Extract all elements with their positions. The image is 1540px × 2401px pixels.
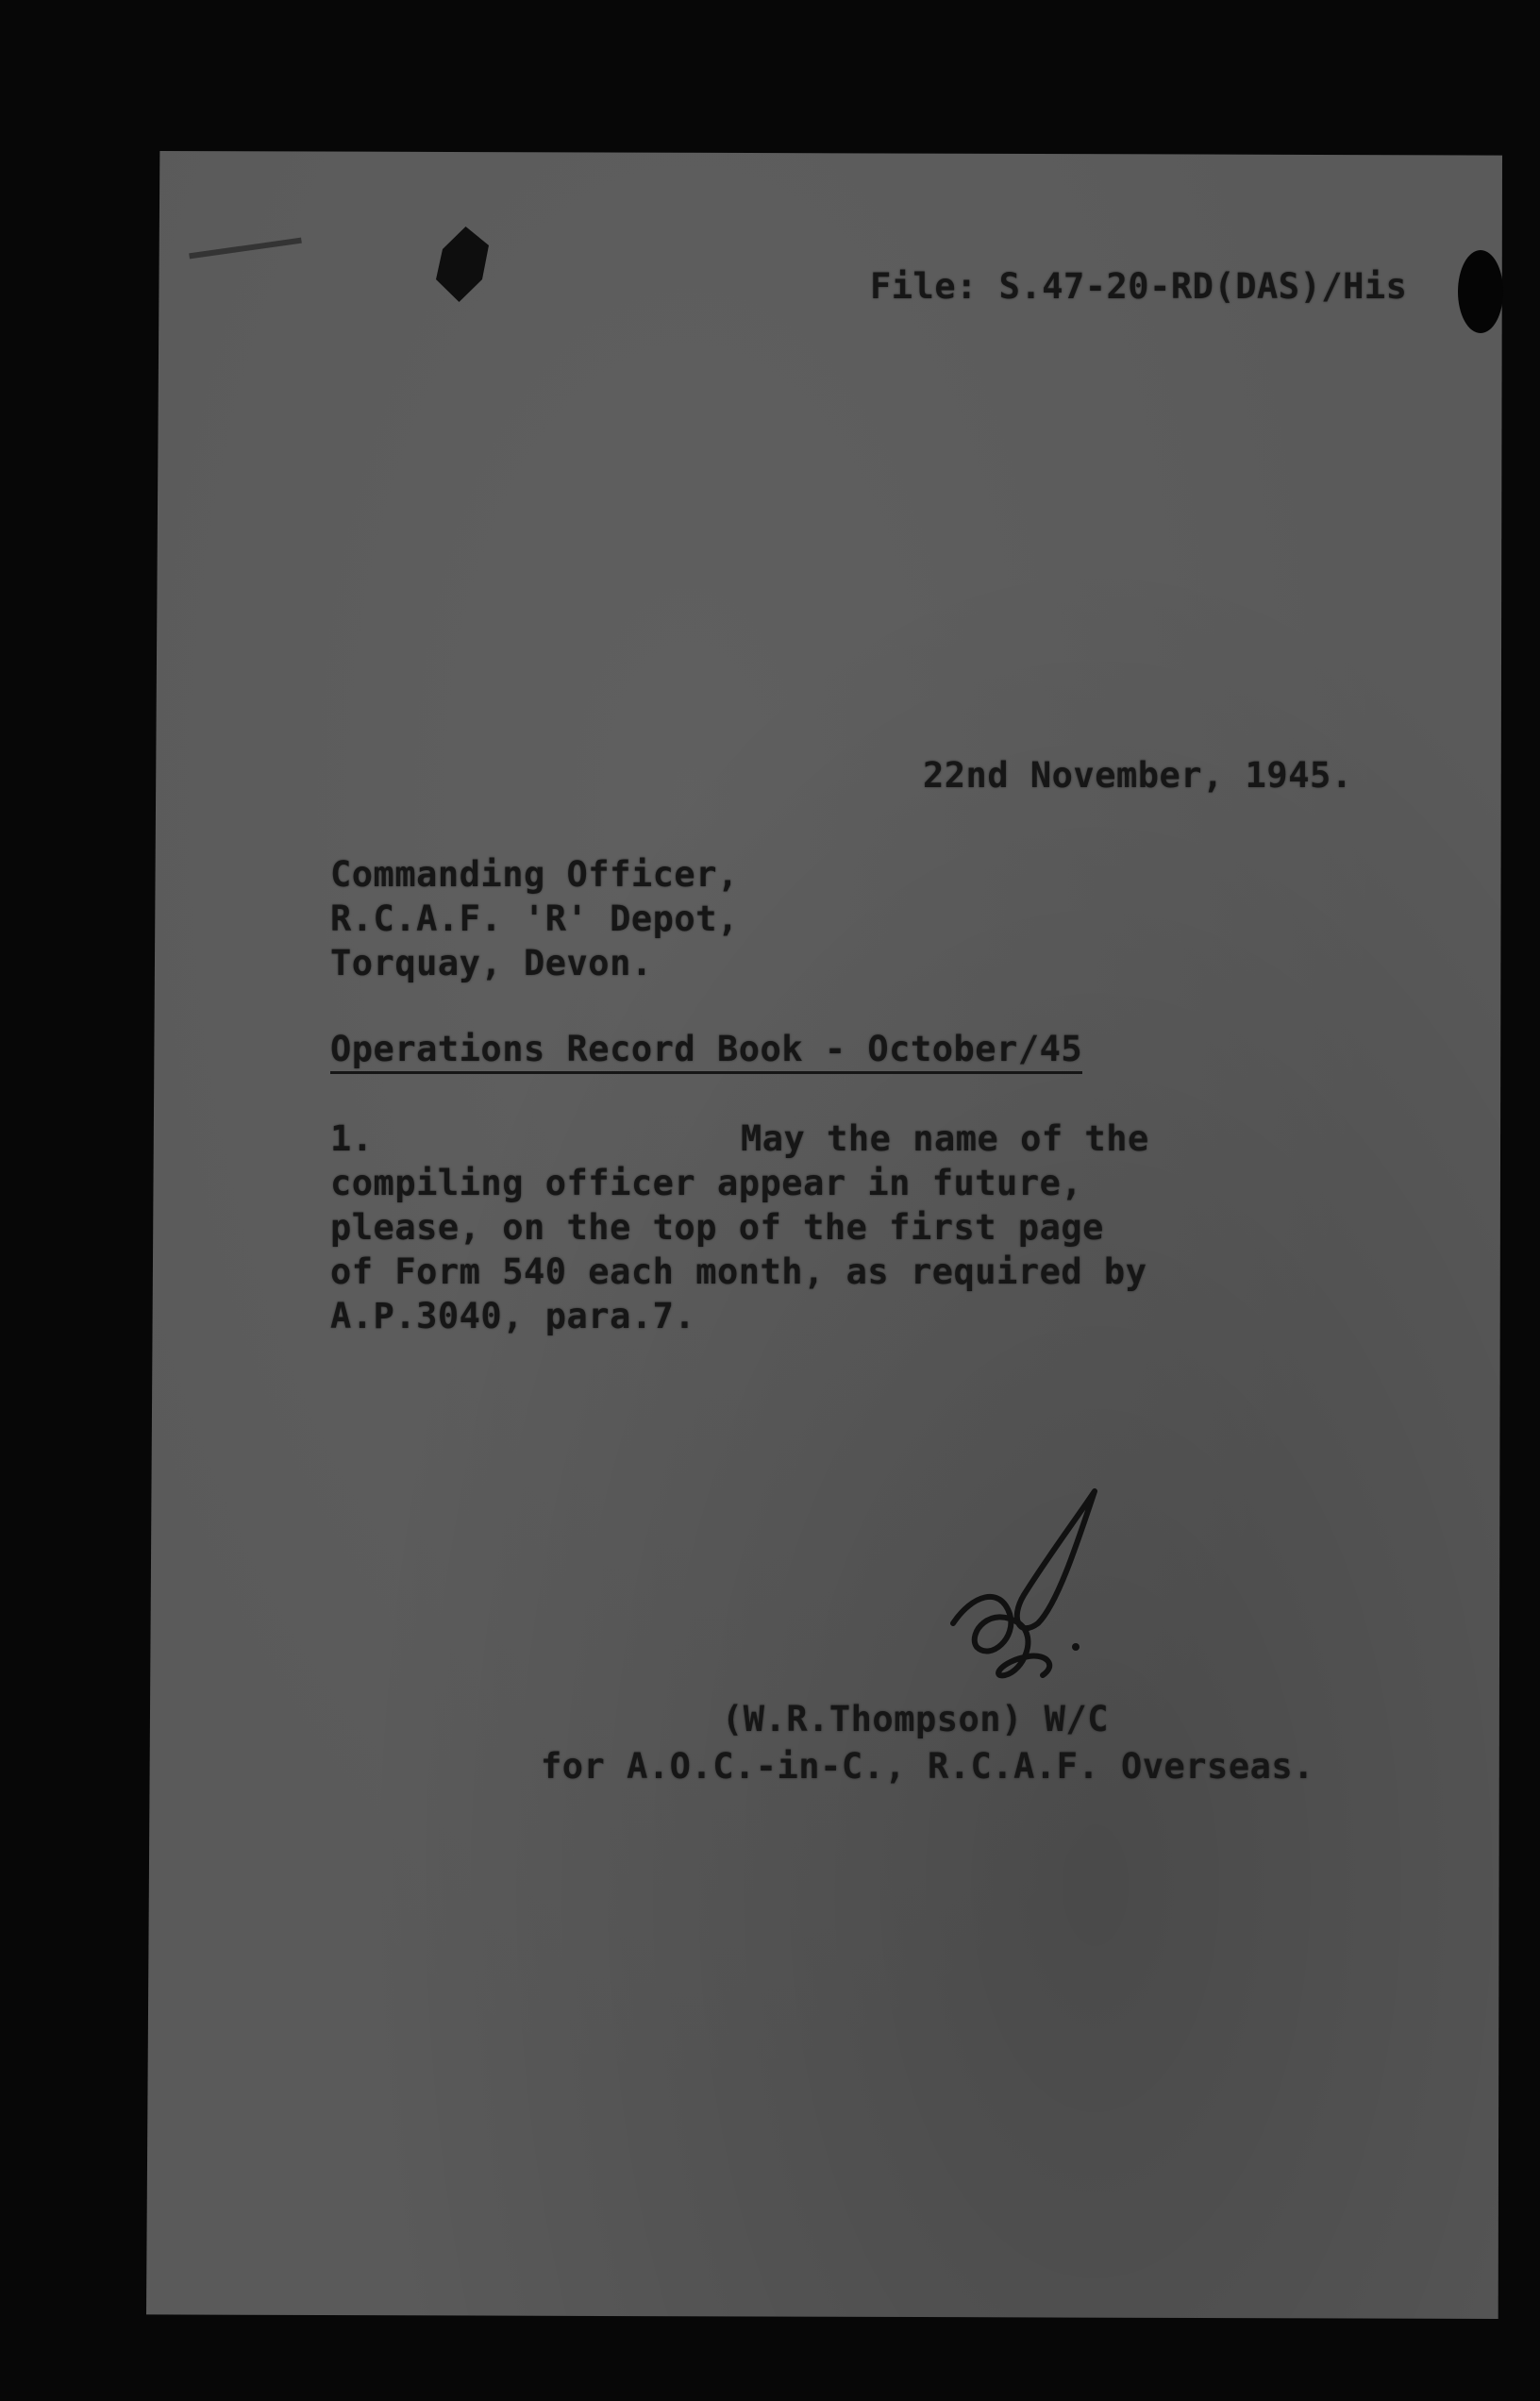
addressee-line: R.C.A.F. 'R' Depot, [330, 898, 739, 939]
edge-hole [1458, 250, 1503, 333]
body-line: A.P.3040, para.7. [330, 1296, 696, 1336]
signatory-name: (W.R.Thompson) W/C [722, 1699, 1109, 1739]
handwritten-signature [934, 1482, 1123, 1689]
paragraph-number: 1. [330, 1118, 374, 1159]
letter-subject: Operations Record Book - October/45 [330, 1029, 1082, 1074]
letter-date: 22nd November, 1945. [923, 755, 1353, 796]
file-reference: File: S.47-20-RD(DAS)/His [870, 266, 1408, 307]
body-line: May the name of the [741, 1118, 1149, 1159]
body-line: please, on the top of the first page [330, 1207, 1104, 1248]
body-line: of Form 540 each month, as required by [330, 1251, 1147, 1292]
signatory-authority: for A.O.C.-in-C., R.C.A.F. Overseas. [541, 1746, 1314, 1787]
addressee-line: Commanding Officer, [330, 854, 739, 895]
body-line: compiling officer appear in future, [330, 1163, 1083, 1203]
addressee-line: Torquay, Devon. [330, 943, 653, 983]
